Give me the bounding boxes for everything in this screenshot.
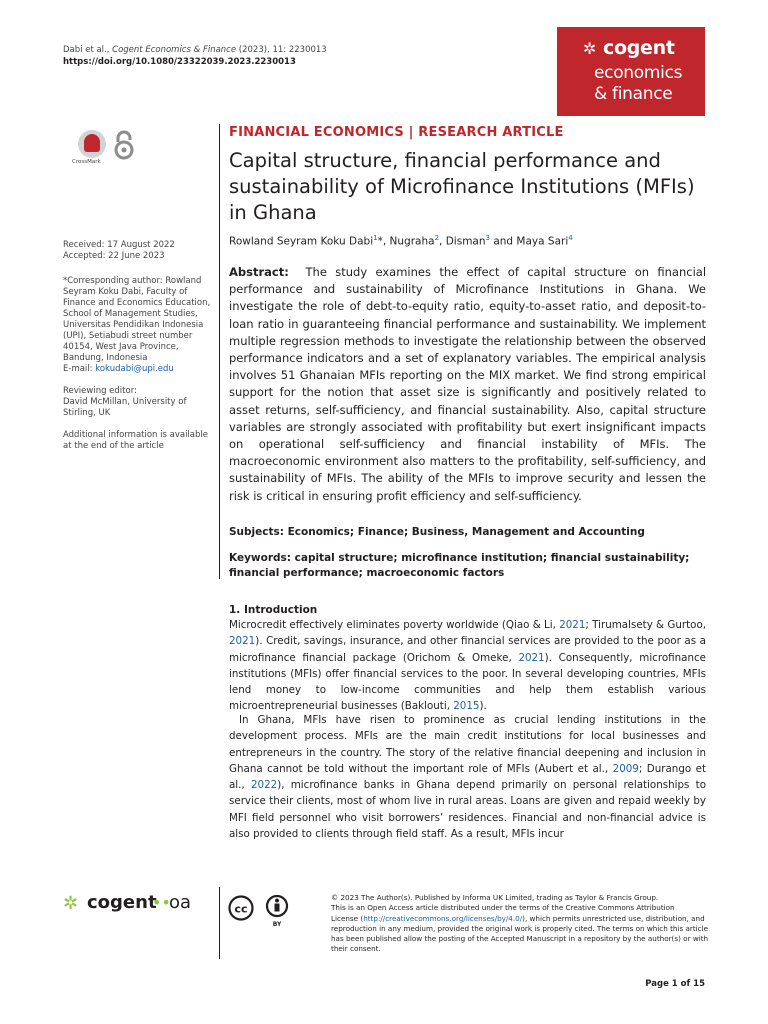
abstract-text: The study examines the effect of capital structure on financial performance and sustainability of Microfinance Institutions in Ghana. We investigate the role of debt-to-equity ratio, equity-to-asset ratio, and deposit-to-loan ratio in guaranteeing financial performance and sustainability. We implement multiple regression methods to investigate the relationship between the observed performance indicators and a set of explanatory variables. The empirical analysis involves 51 Ghanaian MFIs reporting on the MIX market. We find strong empirical support for the notion that asset size is significantly and positively related to asset returns, self-sufficiency, and financial sustainability. Also, capital structure variables are strongly associated with profitability but exert insignificant impacts on operational self-sufficiency and financial instability of MFIs. The macroeconomic environment also matters to the profitability, self-sufficiency, and sustainability of MFIs. The ability of the MFIs to improve security and lessen the risk is critical in ensuring profit efficiency and self-sufficiency. bbox=[229, 265, 707, 503]
citation-link[interactable]: 2009 bbox=[612, 762, 639, 775]
author-name[interactable]: Maya Sari bbox=[516, 235, 569, 248]
cogent-spark-icon: ✲ bbox=[63, 893, 79, 914]
citation-suffix: (2023), 11: 2230013 bbox=[236, 45, 327, 55]
brand-line-cogent: ✲ cogent bbox=[583, 37, 675, 59]
reviewing-editor-label: Reviewing editor: bbox=[63, 386, 137, 396]
intro-paragraph-2: In Ghana, MFIs have risen to prominence as crucial lending institutions in the development process. MFIs are the main credit institutions for local businesses and entrepreneurs in the country. The story of the relative financial deepening and inclusion in Ghana cannot be told without the important role of MFIs (Aubert et al., 2009; Durango et al., 2022), microfinance banks in Ghana depend primarily on personal relationships to service their clients, most of whom live in rural areas. Loans are given and repaid weekly by MFI field personnel who visit borrowers’ residences. Financial and non-financial advice is also provided to clients through field staff. As a result, MFIs incur bbox=[229, 714, 706, 841]
citation-link[interactable]: 2015 bbox=[453, 700, 480, 713]
abstract bbox=[229, 264, 706, 505]
citation-link[interactable]: 2021 bbox=[559, 619, 586, 631]
crossmark-icon bbox=[78, 130, 106, 158]
author-affiliation[interactable]: 1 bbox=[373, 234, 378, 242]
email-link[interactable]: kokudabi@upi.edu bbox=[95, 364, 174, 374]
article-category: FINANCIAL ECONOMICS | RESEARCH ARTICLE bbox=[229, 125, 564, 140]
citation-link[interactable]: 2021 bbox=[518, 651, 545, 664]
creative-commons-badge[interactable] bbox=[228, 895, 292, 929]
page-number: Page 1 of 15 bbox=[645, 979, 705, 989]
citation-link[interactable]: 2021 bbox=[229, 635, 256, 648]
dots-icon: •• bbox=[152, 893, 171, 912]
author-name[interactable]: Disman bbox=[445, 235, 486, 248]
brand-line-finance: & finance bbox=[594, 84, 673, 104]
author-email: E-mail: kokudabi@upi.edu bbox=[63, 364, 174, 374]
keywords-line: Keywords: capital structure; microfinance institution; financial sustainability; financial performance; macroeconomic factors bbox=[229, 552, 690, 579]
citation-prefix: Dabi et al., bbox=[63, 45, 113, 55]
author-affiliation[interactable]: 4 bbox=[568, 234, 573, 242]
article-title: Capital structure, financial performance and sustainability of Microfinance Institutions (MFIs) in Ghana bbox=[229, 149, 695, 224]
crossmark-caption: CrossMark bbox=[72, 159, 101, 165]
author-affiliation[interactable]: 3 bbox=[485, 234, 490, 242]
author-list: Rowland Seyram Koku Dabi$^1$*, Nugraha$^2$, Disman$^3$ and Maya Sari$^4$ bbox=[229, 234, 573, 248]
cogent-oa-logo bbox=[63, 891, 203, 917]
intro-paragraph-1: Microcredit effectively eliminates poverty worldwide (Qiao & Li, 2021; Tirumalsety & Gurtoo, 2021). Credit, savings, insurance, and other financial services are provided to the poor as a microfinance financial package (Orichom & Omeke, 2021). Consequently, microfinance institutions (MFIs) offer financial services to the poor. In several developing countries, MFIs lend money to low-income communities and help them establish various microentrepreneurial businesses (Baklouti, 2015). bbox=[229, 619, 707, 713]
by-icon: BY bbox=[272, 921, 282, 928]
license-notice: © 2023 The Author(s). Published by Informa UK Limited, trading as Taylor & Francis Group. This is an Open Access article distributed under the terms of the Creative Commons Attribution License (http://creativecommons.org/licenses/by/4.0/), which permits unrestricted use, distribution, and reproduction in any medium, provided the original work is properly cited. The terms on which this article has been published allow the posting of the Accepted Manuscript in a repository by the author(s) or with their consent. bbox=[331, 893, 709, 954]
cogent-oa-word-2: oa bbox=[169, 892, 192, 913]
citation-line bbox=[63, 44, 327, 57]
doi-link[interactable]: https://doi.org/10.1080/23322039.2023.2230013 bbox=[63, 57, 296, 67]
cogent-oa-word-1: cogent bbox=[87, 892, 157, 913]
additional-info-note: Additional information is available at the end of the article bbox=[63, 430, 208, 451]
cc-icon: cc bbox=[234, 902, 248, 916]
abstract-label: Abstract: bbox=[229, 265, 289, 279]
column-divider bbox=[219, 124, 220, 579]
accepted-date: Accepted: 22 June 2023 bbox=[63, 251, 165, 261]
crossmark-badge[interactable] bbox=[72, 130, 106, 170]
journal-brand-logo bbox=[557, 27, 705, 116]
footer-divider bbox=[219, 887, 220, 959]
reviewing-editor: David McMillan, University of Stirling, UK bbox=[63, 397, 187, 418]
brand-line-economics: economics bbox=[594, 63, 683, 83]
author-affiliation[interactable]: 2 bbox=[434, 234, 440, 242]
subjects-line: Subjects: Economics; Finance; Business, Management and Accounting bbox=[229, 526, 645, 538]
author-name[interactable]: Rowland Seyram Koku Dabi bbox=[229, 235, 374, 248]
corresponding-author: *Corresponding author: Rowland Seyram Koku Dabi, Faculty of Finance and Economics Education, School of Management Studies, Universitas Pendidikan Indonesia (UPI), Setiabudi street number 40154, West Java Province, Bandung, Indonesia bbox=[63, 276, 211, 363]
cogent-spark-icon: ✲ bbox=[583, 39, 597, 58]
open-access-icon bbox=[113, 130, 135, 160]
section-heading-introduction: 1. Introduction bbox=[229, 604, 318, 616]
received-date: Received: 17 August 2022 bbox=[63, 240, 175, 250]
citation-link[interactable]: 2022 bbox=[251, 779, 278, 792]
license-link[interactable]: http://creativecommons.org/licenses/by/4.0/ bbox=[363, 913, 523, 923]
author-name[interactable]: Nugraha bbox=[389, 235, 435, 248]
journal-name: Cogent Economics & Finance bbox=[112, 45, 237, 55]
